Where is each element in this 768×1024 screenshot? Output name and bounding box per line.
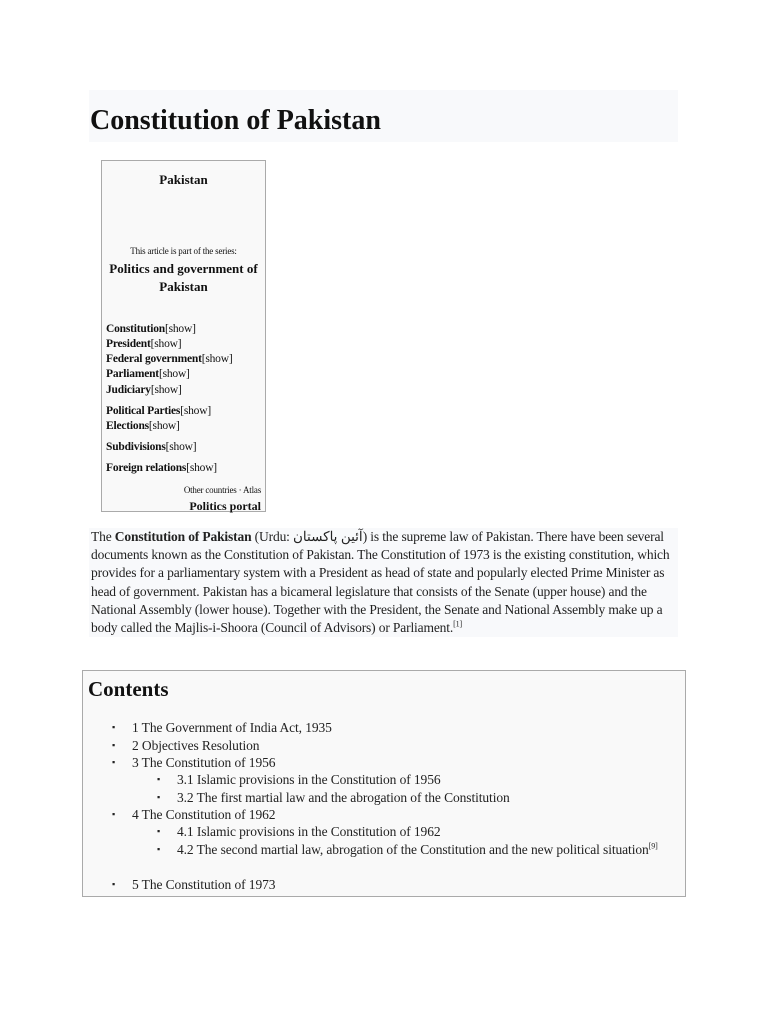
toc-item[interactable] xyxy=(112,806,276,824)
show-toggle[interactable]: [show] xyxy=(158,368,190,380)
show-toggle[interactable]: [show] xyxy=(165,441,197,453)
infobox-row-political-parties xyxy=(106,405,211,417)
intro-bold-title: Constitution of Pakistan xyxy=(114,529,252,544)
infobox-heading: Politics and government of Pakistan xyxy=(109,261,258,294)
toc-item-reference[interactable]: [9] xyxy=(648,841,658,851)
show-toggle[interactable]: [show] xyxy=(148,420,180,432)
toc-item-text[interactable]: 4 The Constitution of 1962 xyxy=(132,807,276,822)
toc-item-text[interactable]: 3.1 Islamic provisions in the Constitution of 1956 xyxy=(177,772,441,787)
toc-subitem[interactable] xyxy=(157,823,441,841)
infobox-row-label: Political Parties xyxy=(106,405,181,417)
toc-subitem[interactable] xyxy=(157,841,667,859)
infobox-row-label: Foreign relations xyxy=(106,462,187,474)
table-of-contents xyxy=(82,670,686,897)
bullet-icon: ▪ xyxy=(112,757,116,767)
infobox-country: Pakistan xyxy=(159,172,208,187)
other-countries-link[interactable]: Other countries xyxy=(183,485,237,495)
toc-item-text[interactable]: 1 The Government of India Act, 1935 xyxy=(132,720,332,735)
intro-paragraph xyxy=(89,528,678,637)
toc-item[interactable] xyxy=(112,754,276,772)
infobox-row-constitution xyxy=(106,323,196,335)
infobox-row-label: Subdivisions xyxy=(106,441,166,453)
toc-item-text[interactable]: 3.2 The first martial law and the abrogation of the Constitution xyxy=(177,790,510,805)
toc-item-text[interactable]: 3 The Constitution of 1956 xyxy=(132,755,276,770)
infobox-row-subdivisions xyxy=(106,441,196,453)
bullet-icon: ▪ xyxy=(157,844,161,854)
toc-item[interactable] xyxy=(112,737,260,755)
show-toggle[interactable]: [show] xyxy=(150,338,182,350)
infobox-row-federal-government xyxy=(106,353,232,365)
toc-item-text[interactable]: 4.2 The second martial law, abrogation of the Constitution and the new political situation xyxy=(177,842,649,857)
bullet-icon: ▪ xyxy=(112,879,116,889)
politics-portal-link[interactable]: Politics portal xyxy=(189,499,261,513)
toc-subitem[interactable] xyxy=(157,771,441,789)
toc-item[interactable] xyxy=(112,719,332,737)
infobox xyxy=(101,160,266,512)
bullet-icon: ▪ xyxy=(157,826,161,836)
toc-item-text[interactable]: 5 The Constitution of 1973 xyxy=(132,877,276,892)
bullet-icon: ▪ xyxy=(157,774,161,784)
bullet-icon: ▪ xyxy=(112,740,116,750)
infobox-row-foreign-relations xyxy=(106,462,217,474)
show-toggle[interactable]: [show] xyxy=(201,353,233,365)
toc-item[interactable] xyxy=(112,876,276,894)
atlas-link[interactable]: Atlas xyxy=(243,485,261,495)
toc-subitem[interactable] xyxy=(157,789,510,807)
bullet-icon: ▪ xyxy=(112,722,116,732)
bullet-icon: ▪ xyxy=(112,809,116,819)
infobox-footer xyxy=(184,485,261,495)
toc-item-text[interactable]: 4.1 Islamic provisions in the Constitution of 1962 xyxy=(177,824,441,839)
infobox-row-label: Federal government xyxy=(106,353,202,365)
show-toggle[interactable]: [show] xyxy=(180,405,211,417)
show-toggle[interactable]: [show] xyxy=(150,384,182,396)
infobox-row-label: Constitution xyxy=(106,323,165,335)
toc-item-text[interactable]: 2 Objectives Resolution xyxy=(132,738,260,753)
infobox-row-judiciary xyxy=(106,384,182,396)
bullet-icon: ▪ xyxy=(157,792,161,802)
infobox-row-label: Judiciary xyxy=(106,384,151,396)
infobox-row-label: Elections xyxy=(106,420,149,432)
intro-prefix: The xyxy=(91,529,115,544)
infobox-series-note: This article is part of the series: xyxy=(130,246,237,256)
footer-separator: · xyxy=(238,485,242,495)
toc-title: Contents xyxy=(88,677,169,701)
show-toggle[interactable]: [show] xyxy=(186,462,217,474)
intro-body-text: ) is the supreme law of Pakistan. There have been several documents known as the Constitution of Pakistan. The Constitution of 1973 is the existing constitution, which provides for a parliamentary system with a President as head of state and popularly elected Prime Minister as head of government. Pakistan has a bicameral legislature that consists of the Senate (upper house) and the National Assembly (lower house). Together with the President, the Senate and National Assembly make up a body called the Majlis-i-Shoora (Council of Advisors) or Parliament. xyxy=(91,529,670,636)
intro-reference[interactable]: [1] xyxy=(453,619,462,629)
infobox-row-parliament xyxy=(106,368,190,380)
infobox-row-label: President xyxy=(106,338,151,350)
infobox-row-president xyxy=(106,338,181,350)
intro-urdu-text: آئین پاکستان xyxy=(293,529,363,544)
page-title: Constitution of Pakistan xyxy=(90,105,381,136)
infobox-row-label: Parliament xyxy=(106,368,159,380)
infobox-row-elections xyxy=(106,420,180,432)
show-toggle[interactable]: [show] xyxy=(164,323,196,335)
intro-urdu-open: (Urdu: xyxy=(251,529,293,544)
